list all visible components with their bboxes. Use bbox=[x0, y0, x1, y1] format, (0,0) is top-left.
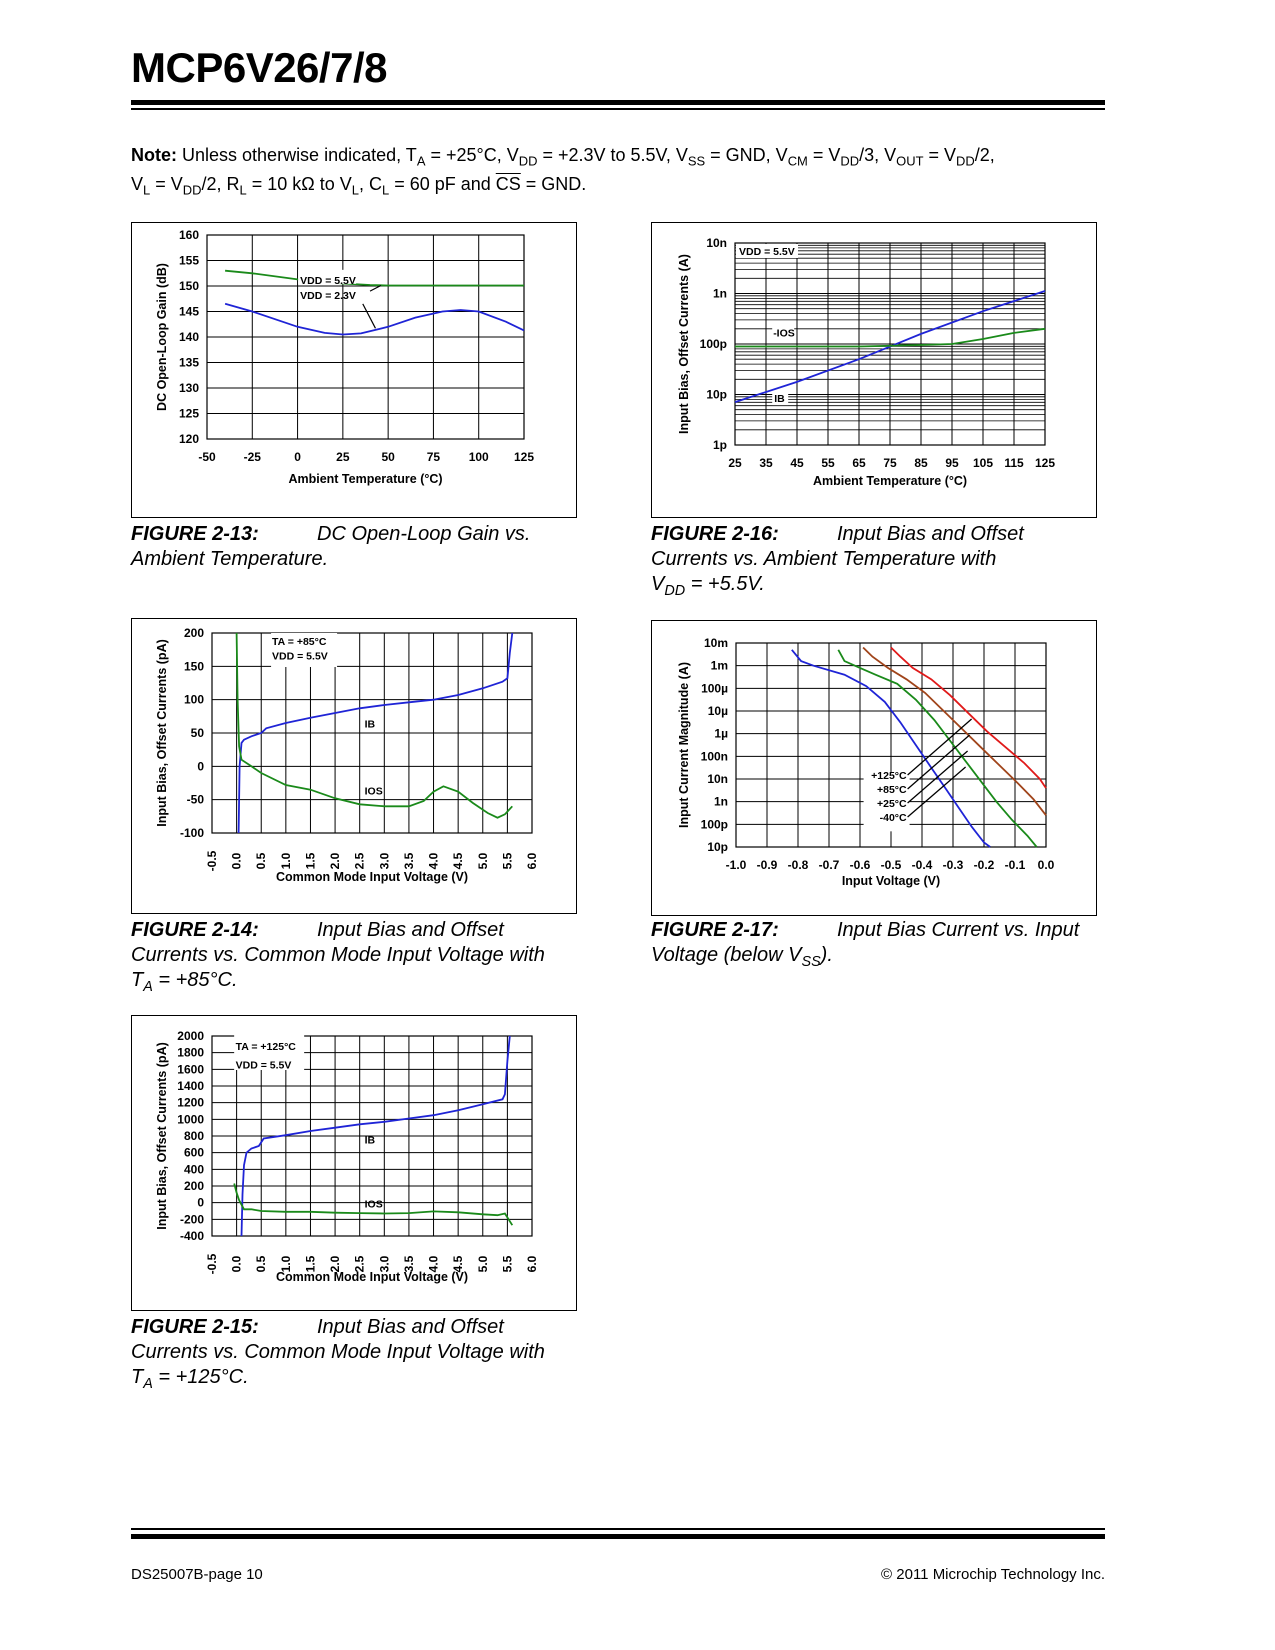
x-tick-label: 0.0 bbox=[229, 852, 244, 870]
header-rule-thin bbox=[131, 108, 1105, 110]
annotation-arrow bbox=[908, 751, 968, 803]
y-tick-label: 1600 bbox=[177, 1062, 204, 1077]
header-rule bbox=[131, 100, 1105, 105]
y-tick-label: -200 bbox=[179, 1212, 204, 1227]
x-tick-label: -0.9 bbox=[756, 858, 778, 872]
y-tick-label: -100 bbox=[179, 826, 204, 840]
annotation-ib: IB bbox=[774, 393, 785, 406]
x-tick-label: -50 bbox=[198, 450, 216, 464]
footer-rule-thin bbox=[131, 1528, 1105, 1530]
y-axis-label: DC Open-Loop Gain (dB) bbox=[155, 263, 169, 411]
y-tick-label: 1µ bbox=[714, 726, 728, 741]
x-tick-label: 1.0 bbox=[278, 1255, 293, 1273]
x-tick-label: 2.5 bbox=[352, 852, 367, 870]
annotation-temp: +125°C bbox=[871, 770, 907, 782]
y-tick-label: 120 bbox=[178, 432, 199, 446]
y-tick-label: 140 bbox=[178, 330, 199, 344]
x-tick-label: 0.0 bbox=[229, 1255, 244, 1273]
note-paragraph: Note: Unless otherwise indicated, $T_A = +25^\circ C$, $V_{DD} = +2.3V$ to 5.5V, $V_{SS}$ = GND, $V_{CM} = V_{DD}/3$, $V_{OUT} = V_{DD}/2$, $V_L = V_{DD}/2$, $R_L = 10$ kΩ to $V_L$, $C_L = 60$ pF and $\overline{CS}$ = GND. bbox=[131, 145, 995, 198]
figure-2-14-caption: FIGURE 2-14: Input Bias and Offset Currents vs. Common Mode Input Voltage with $T_A = +85^\circ C$. bbox=[131, 919, 545, 996]
x-tick-label: 25 bbox=[336, 450, 350, 464]
x-tick-label: 100 bbox=[468, 450, 489, 464]
footer-page-number: DS25007B-page 10 bbox=[131, 1566, 263, 1583]
footer-rule bbox=[131, 1534, 1105, 1539]
x-tick-label: 95 bbox=[945, 456, 959, 470]
annotation-ios: -IOS bbox=[773, 327, 795, 340]
annotation-arrow bbox=[908, 735, 970, 789]
y-axis-label: Input Bias, Offset Currents (A) bbox=[677, 254, 691, 434]
x-tick-label: 4.5 bbox=[451, 1255, 466, 1273]
x-tick-label: -0.5 bbox=[205, 1253, 219, 1275]
y-tick-label: 10m bbox=[703, 636, 728, 650]
x-axis-label: Input Voltage (V) bbox=[841, 874, 941, 888]
x-tick-label: -0.4 bbox=[911, 858, 933, 872]
x-tick-label: 3.0 bbox=[377, 852, 392, 870]
y-tick-label: 150 bbox=[183, 659, 204, 674]
fig16-svg bbox=[652, 223, 1096, 517]
annotation-ib: IB bbox=[364, 1134, 376, 1147]
figure-2-15-caption: FIGURE 2-15: Input Bias and Offset Currents vs. Common Mode Input Voltage with $T_A = +125^\circ C$. bbox=[131, 1316, 545, 1393]
x-tick-label: -25 bbox=[243, 450, 261, 464]
y-tick-label: 100p bbox=[700, 817, 728, 832]
y-tick-label: 1p bbox=[712, 438, 727, 452]
annotation-vdd-5v5: VDD = 5.5V bbox=[300, 274, 356, 287]
y-tick-label: 50 bbox=[190, 726, 204, 740]
annotation-ib: IB bbox=[364, 718, 376, 731]
figure-2-16-caption: FIGURE 2-16: Input Bias and Offset Currents vs. Ambient Temperature with $V_{DD} = +5.5V$. bbox=[651, 523, 1024, 600]
fig14-svg bbox=[132, 619, 576, 913]
y-tick-label: 200 bbox=[183, 626, 204, 640]
annotation-ta: TA = +85°C bbox=[272, 636, 327, 648]
y-tick-label: 0 bbox=[197, 759, 204, 774]
x-tick-label: -0.6 bbox=[849, 858, 871, 872]
x-tick-label: 25 bbox=[728, 456, 742, 470]
y-axis-label: Input Current Magnitude (A) bbox=[677, 662, 691, 828]
annotation-temp: -40°C bbox=[879, 812, 907, 824]
annotation-temp: +25°C bbox=[877, 798, 907, 810]
note-label: Note: bbox=[131, 145, 177, 165]
y-tick-label: 0 bbox=[197, 1195, 204, 1210]
x-tick-label: 4.5 bbox=[451, 852, 466, 870]
annotation-ios: IOS bbox=[364, 1198, 383, 1211]
y-tick-label: 1n bbox=[712, 286, 727, 301]
x-tick-label: 75 bbox=[426, 450, 441, 464]
y-tick-label: 1n bbox=[713, 794, 728, 809]
annotation-vdd-2v3: VDD = 2.3V bbox=[300, 290, 356, 303]
x-tick-label: 0.0 bbox=[1037, 858, 1055, 872]
y-tick-label: 10µ bbox=[707, 704, 728, 718]
x-axis-label: Common Mode Input Voltage (V) bbox=[275, 870, 469, 884]
x-tick-label: 1.5 bbox=[303, 852, 318, 870]
annotation-vdd: VDD = 5.5V bbox=[739, 246, 795, 258]
x-tick-label: 125 bbox=[513, 450, 535, 464]
fig13-svg bbox=[132, 223, 576, 517]
x-tick-label: 3.5 bbox=[401, 1255, 416, 1273]
y-tick-label: 600 bbox=[183, 1145, 204, 1160]
x-tick-label: 2.0 bbox=[328, 1255, 343, 1273]
y-tick-label: 10p bbox=[706, 387, 727, 402]
x-tick-label: 1.0 bbox=[278, 852, 293, 870]
x-tick-label: 5.5 bbox=[500, 852, 515, 870]
page-title: MCP6V26/7/8 bbox=[131, 44, 387, 91]
y-tick-label: 135 bbox=[178, 355, 199, 370]
x-tick-label: -0.2 bbox=[973, 858, 995, 872]
series-line--125-c bbox=[891, 648, 1046, 789]
y-tick-label: 2000 bbox=[177, 1029, 204, 1043]
x-tick-label: 3.0 bbox=[377, 1255, 392, 1273]
x-tick-label: -0.5 bbox=[880, 858, 902, 872]
x-axis-label: Ambient Temperature (°C) bbox=[812, 474, 968, 488]
annotation-vdd: VDD = 5.5V bbox=[235, 1059, 292, 1072]
y-tick-label: 100 bbox=[183, 692, 204, 707]
x-tick-label: 5.0 bbox=[475, 852, 490, 870]
x-tick-label: 0.5 bbox=[254, 1255, 269, 1273]
fig15-svg bbox=[132, 1016, 576, 1310]
x-tick-label: -0.8 bbox=[787, 858, 809, 872]
x-tick-label: 55 bbox=[821, 456, 835, 470]
figure-2-15-chart bbox=[131, 1015, 577, 1311]
y-tick-label: 145 bbox=[178, 304, 199, 319]
y-tick-label: 1800 bbox=[177, 1045, 204, 1060]
y-tick-label: 1200 bbox=[177, 1095, 204, 1110]
x-tick-label: 2.5 bbox=[352, 1255, 367, 1273]
x-axis-label: Ambient Temperature (°C) bbox=[288, 472, 443, 486]
x-tick-label: 5.0 bbox=[475, 1255, 490, 1273]
x-tick-label: -0.1 bbox=[1004, 858, 1026, 872]
y-tick-label: -50 bbox=[186, 792, 204, 807]
figure-2-16-chart bbox=[651, 222, 1097, 518]
x-tick-label: 125 bbox=[1034, 456, 1056, 470]
x-tick-label: 0 bbox=[294, 450, 301, 464]
x-tick-label: -0.3 bbox=[942, 858, 964, 872]
y-axis-label: Input Bias, Offset Currents (pA) bbox=[155, 1042, 169, 1230]
x-tick-label: 65 bbox=[852, 456, 866, 470]
y-tick-label: 400 bbox=[183, 1162, 204, 1177]
y-tick-label: 800 bbox=[183, 1129, 204, 1143]
x-tick-label: 2.0 bbox=[328, 852, 343, 870]
x-tick-label: -0.5 bbox=[205, 850, 219, 872]
figure-2-13-caption: FIGURE 2-13: DC Open-Loop Gain vs. Ambient Temperature. bbox=[131, 523, 531, 570]
y-tick-label: -400 bbox=[179, 1229, 204, 1243]
x-axis-label: Common Mode Input Voltage (V) bbox=[275, 1270, 469, 1284]
annotation-vdd: VDD = 5.5V bbox=[272, 650, 328, 663]
x-tick-label: 6.0 bbox=[525, 852, 539, 870]
figure-2-14-chart bbox=[131, 618, 577, 914]
x-tick-label: 6.0 bbox=[525, 1255, 539, 1273]
x-tick-label: 5.5 bbox=[500, 1255, 515, 1273]
y-tick-label: 125 bbox=[178, 406, 199, 421]
y-tick-label: 1m bbox=[710, 658, 728, 673]
y-axis-label: Input Bias, Offset Currents (pA) bbox=[155, 639, 169, 827]
x-tick-label: 45 bbox=[790, 456, 804, 470]
x-tick-label: 105 bbox=[972, 456, 994, 470]
x-tick-label: 115 bbox=[1004, 456, 1024, 470]
y-tick-label: 130 bbox=[178, 381, 199, 395]
y-tick-label: 160 bbox=[178, 228, 199, 242]
x-tick-label: -1.0 bbox=[725, 858, 747, 872]
x-tick-label: 4.0 bbox=[426, 852, 441, 870]
y-tick-label: 10p bbox=[707, 840, 728, 854]
y-tick-label: 1400 bbox=[177, 1079, 204, 1093]
x-tick-label: 75 bbox=[883, 456, 897, 470]
x-tick-label: 1.5 bbox=[303, 1255, 318, 1273]
x-tick-label: 4.0 bbox=[426, 1255, 441, 1273]
y-tick-label: 100µ bbox=[701, 681, 728, 696]
y-tick-label: 10n bbox=[707, 772, 728, 786]
x-tick-label: 35 bbox=[759, 456, 773, 470]
y-tick-label: 10n bbox=[706, 236, 727, 250]
x-tick-label: 0.5 bbox=[254, 852, 269, 870]
annotation-arrow bbox=[363, 304, 376, 328]
figure-2-17-chart bbox=[651, 620, 1097, 916]
x-tick-label: 3.5 bbox=[401, 852, 416, 870]
x-tick-label: -0.7 bbox=[818, 858, 840, 872]
fig17-svg bbox=[652, 621, 1096, 915]
y-tick-label: 100n bbox=[700, 749, 728, 764]
annotation-temp: +85°C bbox=[877, 784, 907, 796]
annotation-ios: IOS bbox=[364, 785, 383, 798]
x-tick-label: 85 bbox=[914, 456, 928, 470]
y-tick-label: 1000 bbox=[177, 1112, 204, 1127]
y-tick-label: 100p bbox=[699, 337, 727, 351]
footer-copyright: © 2011 Microchip Technology Inc. bbox=[881, 1566, 1105, 1583]
annotation-ta: TA = +125°C bbox=[235, 1041, 296, 1054]
y-tick-label: 150 bbox=[178, 279, 199, 293]
y-tick-label: 200 bbox=[183, 1179, 204, 1193]
y-tick-label: 155 bbox=[178, 253, 199, 268]
figure-2-17-caption: FIGURE 2-17: Input Bias Current vs. Input Voltage (below $V_{SS}$). bbox=[651, 919, 1080, 971]
x-tick-label: 50 bbox=[381, 450, 395, 464]
figure-2-13-chart bbox=[131, 222, 577, 518]
